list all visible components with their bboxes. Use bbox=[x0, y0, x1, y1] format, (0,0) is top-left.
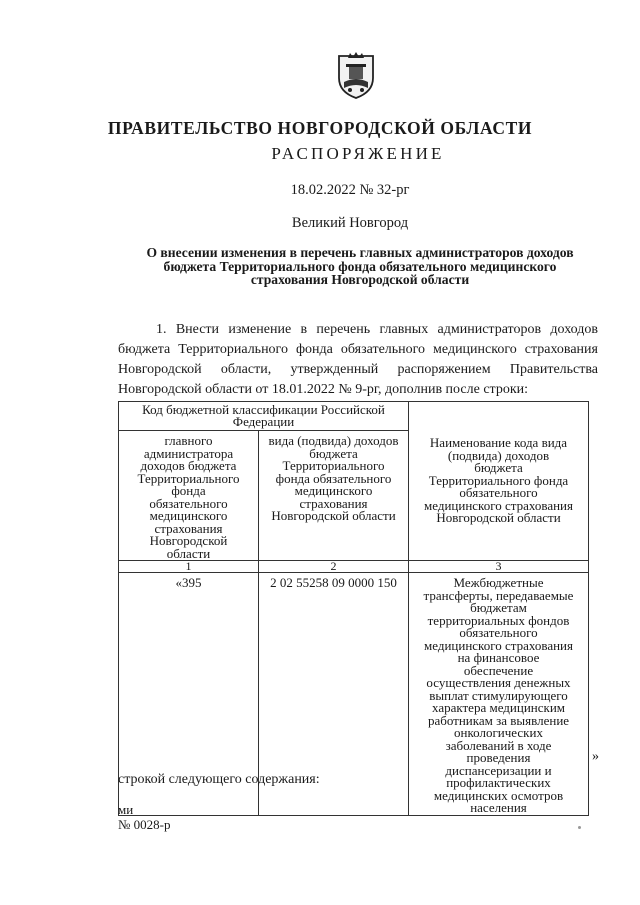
subject-line: страхования Новгородской области bbox=[250, 272, 470, 287]
table-cell-admin-code: «395 bbox=[119, 573, 259, 816]
table-column-number: 3 bbox=[409, 561, 589, 573]
document-subject bbox=[120, 246, 600, 287]
registration-number: № 0028-р bbox=[118, 817, 171, 832]
table-group-header: Код бюджетной классификации Российской Федерации bbox=[119, 402, 409, 431]
table-cell-income-name: Межбюджетные трансферты, передаваемые бюджетам территориальных фондов обязательного медицинского страхования на финансовое обеспечение осуществления денежных выплат стимулирующего характера медицинским работникам за выявление онкологических заболеваний в ходе проведения диспансеризации и профилактических медицинских осмотров населения bbox=[409, 573, 589, 816]
table-column-number: 1 bbox=[119, 561, 259, 573]
body-paragraph bbox=[118, 320, 598, 400]
body-line: 1. Внести изменение в перечень главных администраторов доходов bbox=[156, 322, 598, 337]
subject-line: О внесении изменения в перечень главных администраторов доходов bbox=[146, 245, 574, 260]
body-line: бюджета Территориального фонда обязательного медицинского страхования bbox=[118, 342, 598, 357]
body-line: Новгородской области от 18.01.2022 № 9-рг, дополнив после строки: bbox=[118, 382, 528, 397]
body-line: Новгородской области, утвержденный распоряжением Правительства bbox=[118, 362, 598, 377]
table-column-number: 2 bbox=[259, 561, 409, 573]
table-header-admin: главного администратора доходов бюджета Территориального фонда обязательного медицинского страхования Новгородской области bbox=[119, 431, 259, 561]
document-city: Великий Новгород bbox=[291, 215, 409, 231]
closing-quote: » bbox=[592, 749, 599, 764]
executor-initials: ми bbox=[118, 802, 134, 817]
document-kind: РАСПОРЯЖЕНИЕ bbox=[271, 144, 445, 163]
after-table-text: строкой следующего содержания: bbox=[118, 772, 320, 787]
document-date-number: 18.02.2022 № 32-рг bbox=[290, 182, 410, 198]
coat-of-arms-icon bbox=[336, 52, 376, 100]
scan-mark bbox=[578, 826, 581, 829]
table-header-name: Наименование кода вида (подвида) доходов бюджета Территориального фонда обязательного медицинского страхования Новгородской области bbox=[409, 402, 589, 561]
table-header-income-type: вида (подвида) доходов бюджета Территориального фонда обязательного медицинского страхования Новгородской области bbox=[259, 431, 409, 561]
government-title: ПРАВИТЕЛЬСТВО НОВГОРОДСКОЙ ОБЛАСТИ bbox=[107, 118, 533, 138]
subject-line: бюджета Территориального фонда обязательного медицинского bbox=[163, 258, 557, 274]
table-cell-income-code: 2 02 55258 09 0000 150 bbox=[259, 573, 409, 816]
